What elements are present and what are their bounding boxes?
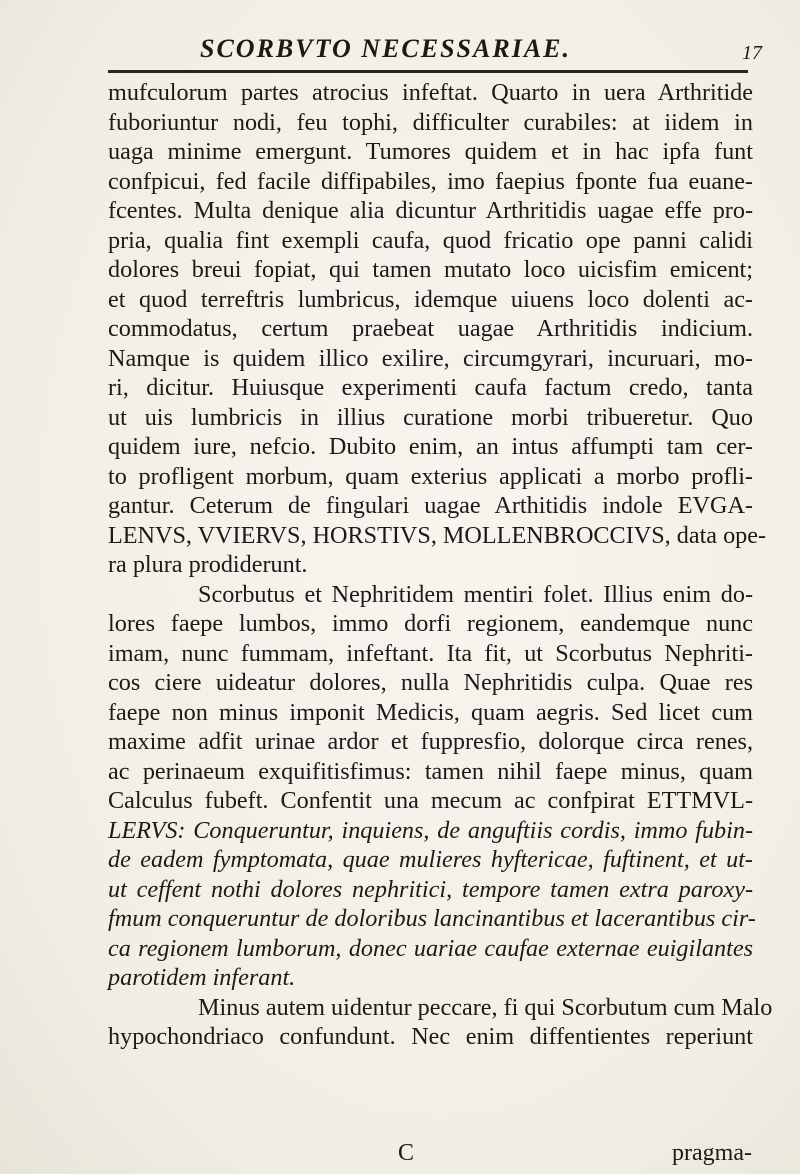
header-rule	[108, 70, 748, 73]
text-line: dolores breui fopiat, qui tamen mutato loco uicisfim emicent;	[108, 256, 753, 283]
text-line: ut ceffent nothi dolores nephritici, tempore tamen extra paroxy-	[108, 875, 753, 903]
text-line: Calculus fubeft. Confentit una mecum ac confpirat ETTMVL-	[108, 787, 753, 814]
text-line: parotidem inferant.	[108, 964, 296, 991]
text-line: et quod terreftris lumbricus, idemque uiuens loco dolenti ac-	[108, 285, 753, 313]
text-line: commodatus, certum praebeat uagae Arthritidis indicium.	[108, 315, 753, 342]
text-line: to profligent morbum, quam exterius applicati a morbo profli-	[108, 462, 753, 490]
text-line: ra plura prodiderunt.	[108, 551, 308, 578]
text-line: maxime adfit urinae ardor et fuppresfio, dolorque circa renes,	[108, 728, 753, 755]
text-line: imam, nunc fummam, infeftant. Ita fit, ut Scorbutus Nephriti-	[108, 639, 753, 667]
text-line: ut uis lumbricis in illius curatione morbi tribueretur. Quo	[108, 403, 753, 431]
page-number: 17	[742, 42, 762, 64]
text-line: quidem iure, nefcio. Dubito enim, an intus affumpti tam cer-	[108, 433, 753, 460]
text-line: ri, dicitur. Huiusque experimenti caufa factum credo, tanta	[108, 374, 753, 401]
signature-mark: C	[398, 1140, 415, 1166]
text-line: lores faepe lumbos, immo dorfi regionem, eandemque nunc	[108, 610, 753, 637]
text-line: Namque is quidem illico exilire, circumgyrari, incuruari, mo-	[108, 344, 753, 372]
text-line: fuboriuntur nodi, feu tophi, difficulter curabiles: at iidem in	[108, 108, 753, 136]
text-line: mufculorum partes atrocius infeftat. Quarto in uera Arthritide	[108, 79, 753, 106]
page-header	[0, 34, 800, 74]
text-line: hypochondriaco confundunt. Nec enim diffentientes reperiunt	[108, 1023, 753, 1050]
text-line: faepe non minus imponit Medicis, quam aegris. Sed licet cum	[108, 698, 753, 726]
text-line: Minus autem uidentur peccare, fi qui Scorbutum cum Malo	[198, 993, 773, 1021]
text-line: pria, qualia fint exempli caufa, quod fricatio ope panni calidi	[108, 226, 753, 254]
text-line: fmum conqueruntur de doloribus lancinantibus et lacerantibus cir-	[108, 905, 756, 932]
text-line: confpicui, fed facile diffipabiles, imo faepius fponte fua euane-	[108, 167, 753, 195]
text-line: LENVS, VVIERVS, HORSTIVS, MOLLENBROCCIVS, data ope-	[108, 521, 767, 549]
body-text	[108, 78, 773, 1052]
text-line: cos ciere uideatur dolores, nulla Nephritidis culpa. Quae res	[108, 669, 753, 696]
text-line: gantur. Ceterum de fingulari uagae Arthitidis indole EVGA-	[108, 492, 753, 519]
catchword: pragma-	[672, 1140, 752, 1166]
text-line: ac perinaeum exquifitisfimus: tamen nihil faepe minus, quam	[108, 757, 753, 785]
text-line: Scorbutus et Nephritidem mentiri folet. Illius enim do-	[198, 580, 753, 608]
text-line: de eadem fymptomata, quae mulieres hyftericae, fuftinent, et ut-	[108, 846, 753, 873]
page-footer	[0, 1140, 800, 1174]
text-line: fcentes. Multa denique alia dicuntur Arthritidis uagae effe pro-	[108, 197, 753, 224]
text-line: LERVS: Conqueruntur, inquiens, de anguftiis cordis, immo fubin-	[108, 816, 753, 844]
text-line: uaga minime emergunt. Tumores quidem et in hac ipfa funt	[108, 138, 753, 165]
running-head: SCORBVTO NECESSARIAE.	[200, 34, 571, 63]
text-line: ca regionem lumborum, donec uariae caufae externae euigilantes	[108, 934, 753, 962]
